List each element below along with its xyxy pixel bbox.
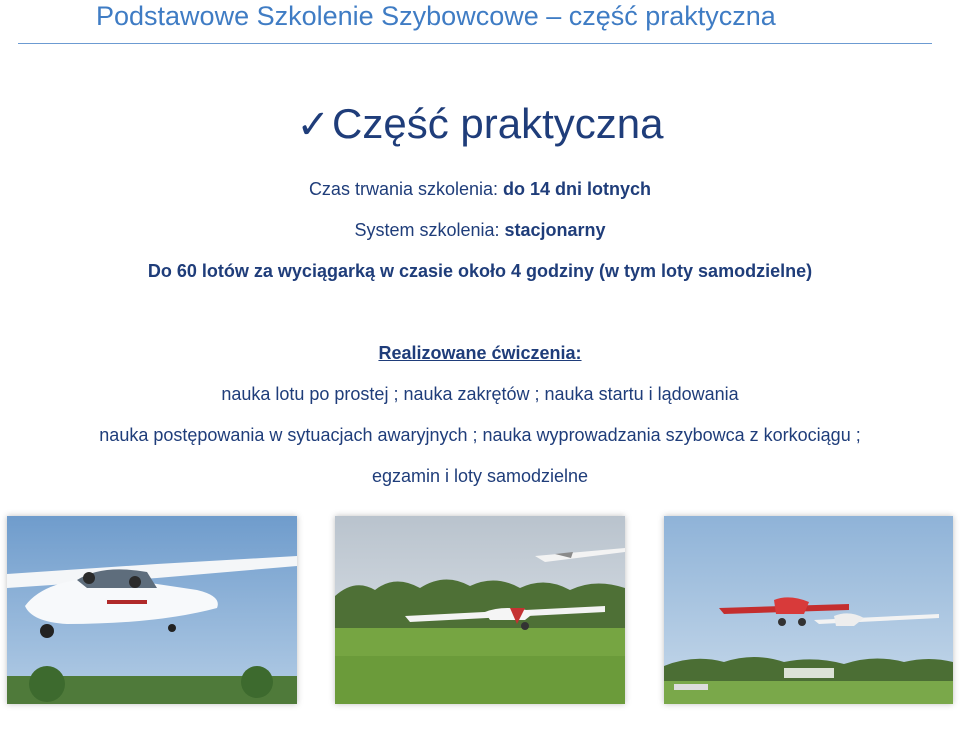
title-divider	[18, 43, 932, 44]
gliders-takeoff-photo	[335, 516, 625, 704]
checkmark-icon: ✓	[296, 103, 331, 147]
page-title: Podstawowe Szkolenie Szybowcowe – część praktyczna	[96, 1, 776, 31]
system-line	[0, 218, 960, 242]
duration-line	[0, 177, 960, 201]
duration-value: do 14 dni lotnych	[503, 179, 652, 199]
duration-label: Czas trwania szkolenia:	[308, 179, 499, 199]
system-value: stacjonarny	[504, 220, 606, 240]
exercises-line-1: nauka lotu po prostej ; nauka zakrętów ; nauka startu i lądowania	[221, 384, 739, 404]
flights-line: Do 60 lotów za wyciągarką w czasie około 4 godziny (w tym loty samodzielne)	[147, 261, 813, 281]
exercises-heading: Realizowane ćwiczenia:	[378, 343, 582, 363]
system-label: System szkolenia:	[354, 220, 500, 240]
glider-closeup-photo	[7, 516, 297, 704]
section-heading	[0, 96, 960, 153]
exercises-line-3: egzamin i loty samodzielne	[371, 466, 589, 486]
exercises-line-2: nauka postępowania w sytuacjach awaryjnych ; nauka wyprowadzania szybowca z korkociągu ;	[99, 425, 861, 445]
section-heading-text: Część praktyczna	[332, 100, 664, 147]
towplane-photo	[664, 516, 953, 704]
